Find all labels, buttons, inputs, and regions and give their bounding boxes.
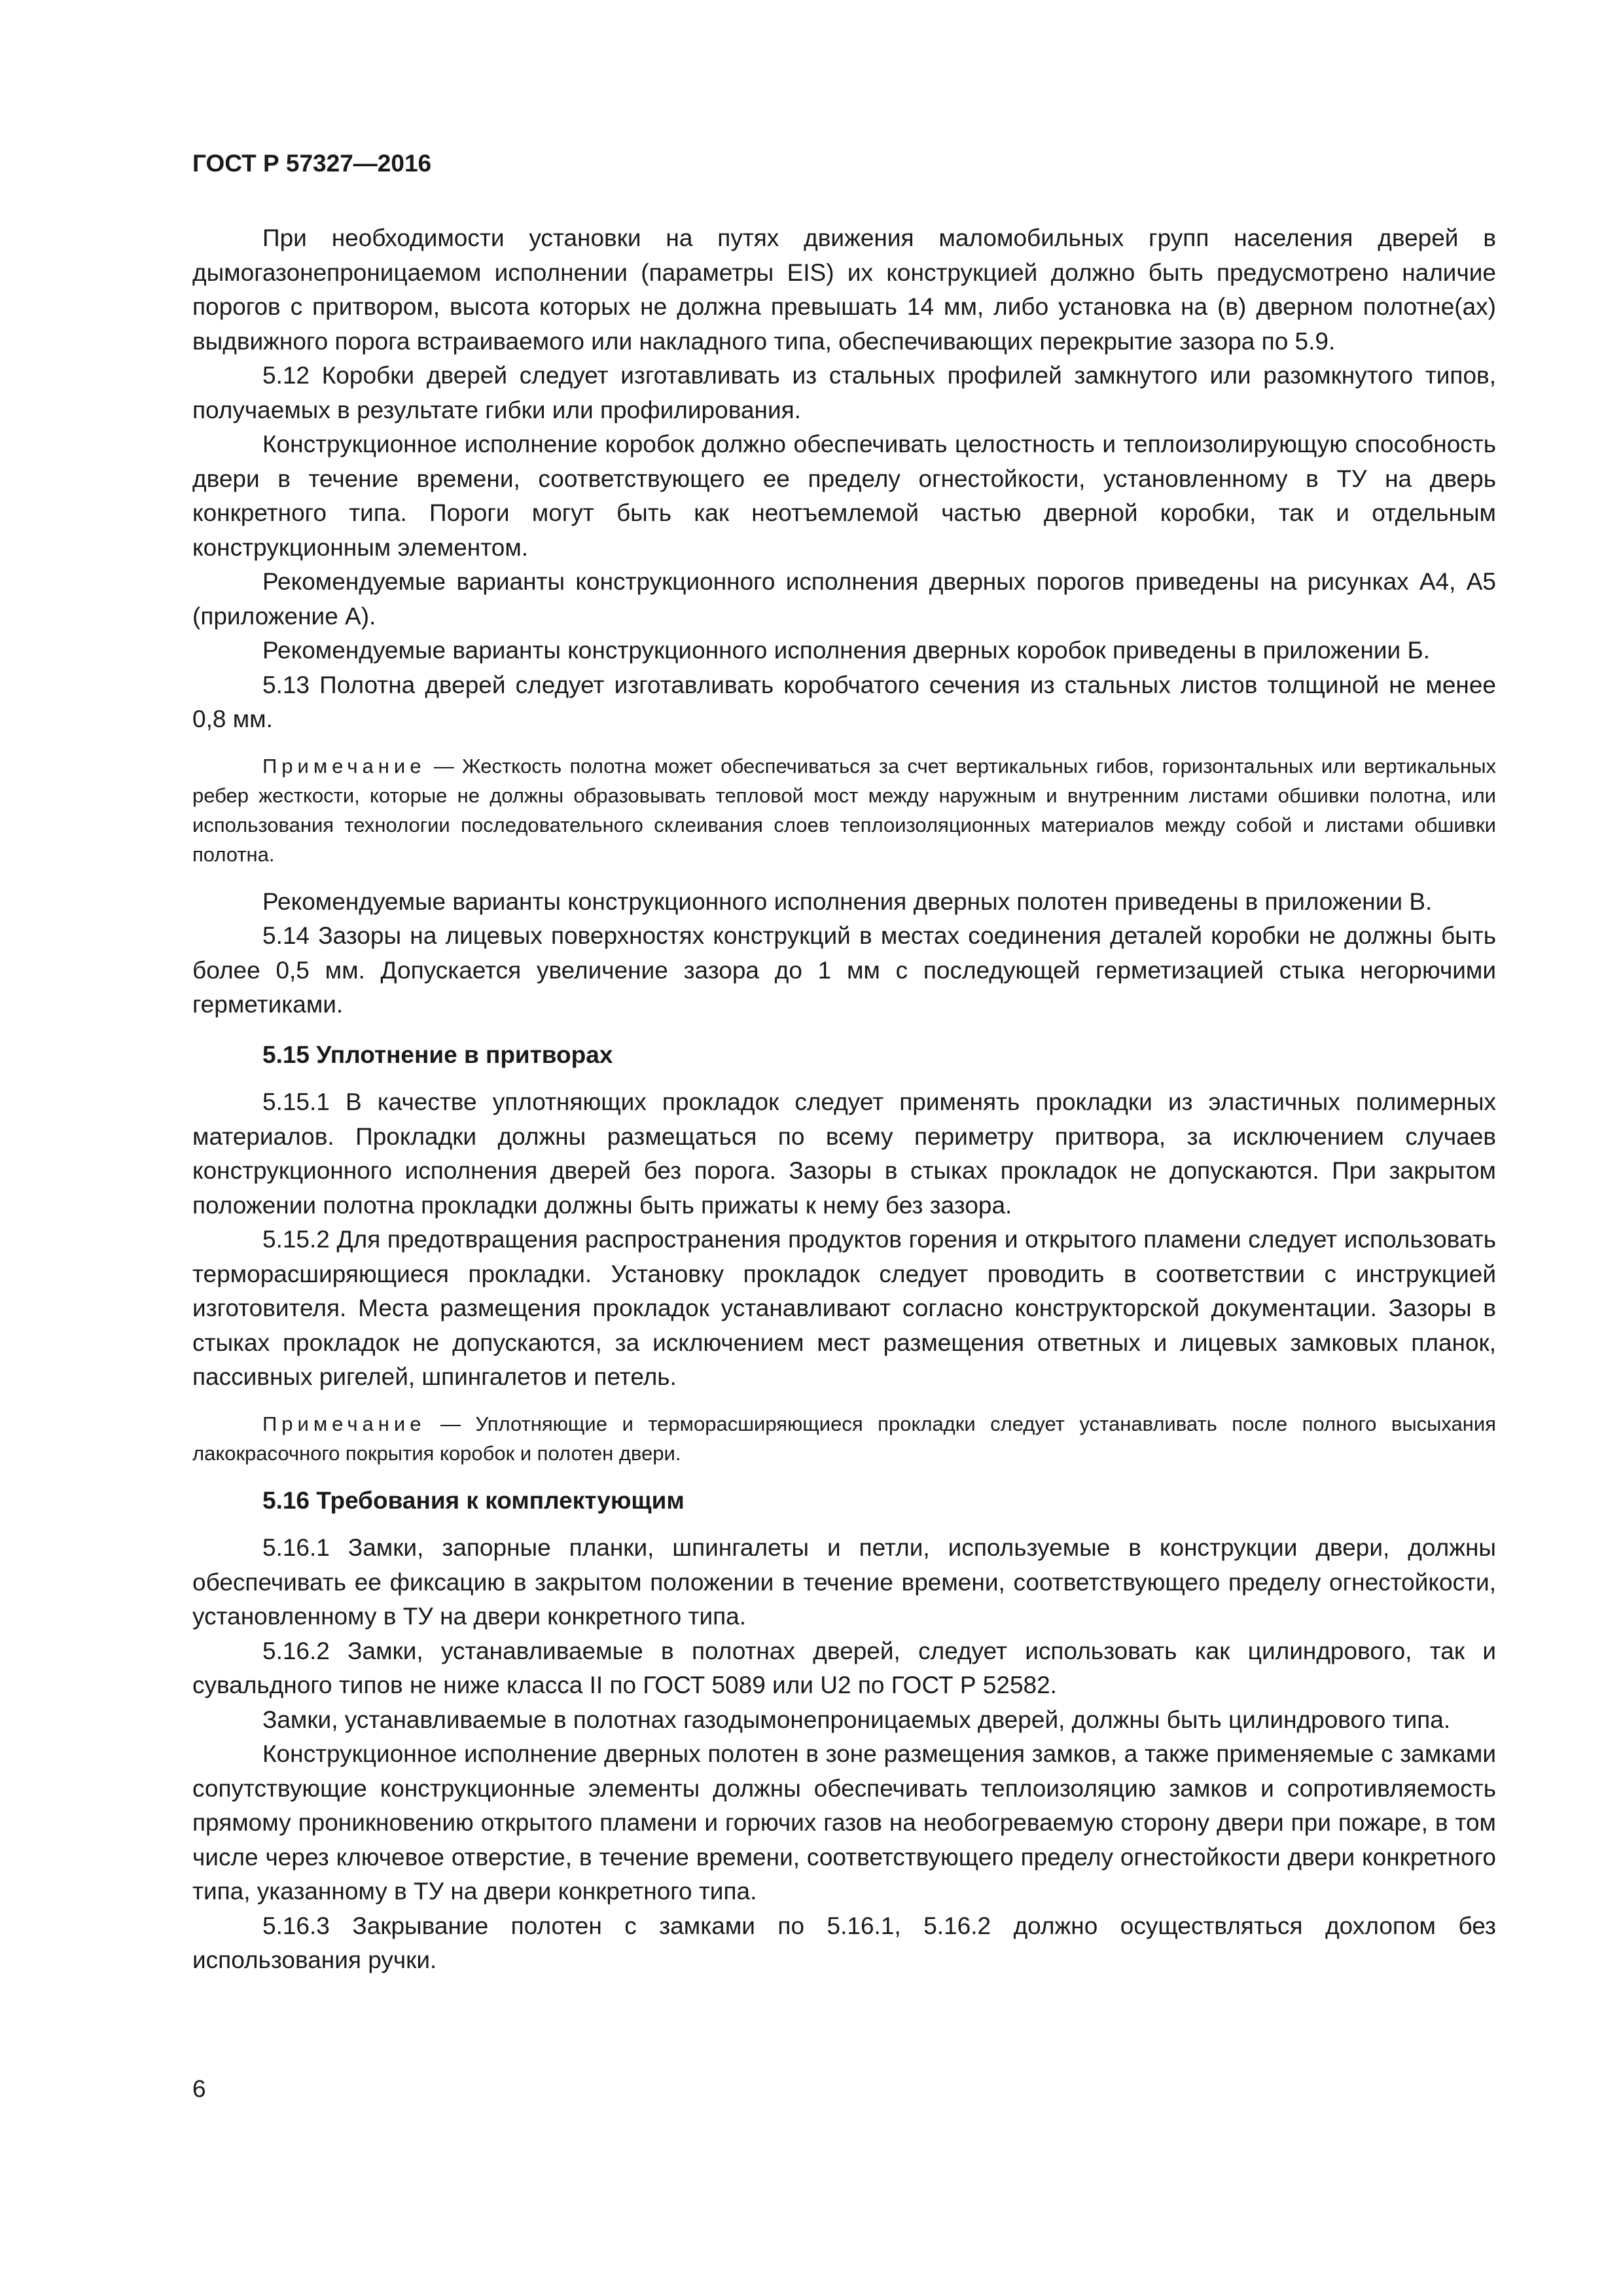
note-text: — Жесткость полотна может обеспечиваться за счет вертикальных гибов, горизонтальных или вертикальных ребер жесткости, которые не должны образовывать тепловой мост между наружным и внутренним листами обшивки полотна, или использования технологии последовательного склеивания слоев теплоизоляционных материалов между собой и листами обшивки полотна. — [192, 754, 1496, 866]
paragraph: Рекомендуемые варианты конструкционного исполнения дверных порогов приведены на рисунках А4, А5 (приложение А). — [192, 568, 1496, 630]
paragraph: Рекомендуемые варианты конструкционного исполнения дверных полотен приведены в приложении В. — [262, 888, 1433, 915]
page-number: 6 — [192, 2075, 206, 2102]
clause-5-15-1: 5.15.1 В качестве уплотняющих прокладок следует применять прокладки из эластичных полимерных материалов. Прокладки должны размещаться по всему периметру притвора, за исключением случаев конструкционного исполнения дверей без порога. Зазоры в стыках прокладок не допускаются. При закрытом положении полотна прокладки должны быть прижаты к нему без зазора. — [192, 1088, 1496, 1219]
paragraph: Конструкционное исполнение коробок должно обеспечивать целостность и теплоизолирующую способность двери в течение времени, соответствующего ее пределу огнестойкости, установленному в ТУ на дверь конкретного типа. Пороги могут быть как неотъемлемой частью дверной коробки, так и отдельным конструкционным элементом. — [192, 431, 1496, 561]
clause-5-13: 5.13 Полотна дверей следует изготавливать коробчатого сечения из стальных листов толщиной не менее 0,8 мм. — [192, 671, 1496, 732]
document-page — [192, 149, 1496, 1978]
paragraph: Замки, устанавливаемые в полотнах газодымонепроницаемых дверей, должны быть цилиндрового типа. — [262, 1706, 1451, 1733]
clause-5-15-2: 5.15.2 Для предотвращения распространения продуктов горения и открытого пламени следует использовать терморасширяющиеся прокладки. Установку прокладок следует проводить в соответствии с инструкцией изготовителя. Места размещения прокладок устанавливают согласно конструкторской документации. Зазоры в стыках прокладок не допускаются, за исключением мест размещения ответных и лицевых замковых планок, пассивных ригелей, шпингалетов и петель. — [192, 1226, 1496, 1390]
note-label: Примечание — [262, 1412, 426, 1435]
note — [192, 751, 1496, 869]
paragraph: Рекомендуемые варианты конструкционного исполнения дверных коробок приведены в приложении Б. — [262, 637, 1431, 664]
paragraph: При необходимости установки на путях движения маломобильных групп населения дверей в дымогазонепроницаемом исполнении (параметры EIS) их конструкцией должно быть предусмотрено наличие порогов с притвором, высота которых не должна превышать 14 мм, либо установка на (в) дверном полотне(ах) выдвижного порога встраиваемого или накладного типа, обеспечивающих перекрытие зазора по 5.9. — [192, 224, 1496, 355]
clause-5-16-1: 5.16.1 Замки, запорные планки, шпингалеты и петли, используемые в конструкции двери, должны обеспечивать ее фиксацию в закрытом положении в течение времени, соответствующего пределу огнестойкости, установленному в ТУ на двери конкретного типа. — [192, 1534, 1496, 1630]
section-heading-5-15: 5.15 Уплотнение в притворах — [262, 1041, 613, 1068]
note — [192, 1409, 1496, 1468]
note-text: — Уплотняющие и терморасширяющиеся прокладки следует устанавливать после полного высыхания лакокрасочного покрытия коробок и полотен двери. — [192, 1412, 1496, 1465]
clause-5-12: 5.12 Коробки дверей следует изготавливать из стальных профилей замкнутого или разомкнутого типов, получаемых в результате гибки или профилирования. — [192, 362, 1496, 423]
note-label: Примечание — [262, 754, 426, 778]
section-heading-5-16: 5.16 Требования к комплектующим — [262, 1486, 685, 1514]
paragraph: Конструкционное исполнение дверных полотен в зоне размещения замков, а также применяемые с замками сопутствующие конструкционные элементы должны обеспечивать теплоизоляцию замков и сопротивляемость прямому проникновению открытого пламени и горючих газов на необогреваемую сторону двери при пожаре, в том числе через ключевое отверстие, в течение времени, соответствующего пределу огнестойкости двери конкретного типа, указанному в ТУ на двери конкретного типа. — [192, 1740, 1496, 1905]
clause-5-16-2: 5.16.2 Замки, устанавливаемые в полотнах дверей, следует использовать как цилиндрового, так и сувальдного типов не ниже класса II по ГОСТ 5089 или U2 по ГОСТ Р 52582. — [192, 1637, 1496, 1698]
clause-5-14: 5.14 Зазоры на лицевых поверхностях конструкций в местах соединения деталей коробки не должны быть более 0,5 мм. Допускается увеличение зазора до 1 мм с последующей герметизацией стыка негорючими герметиками. — [192, 922, 1496, 1018]
clause-5-16-3: 5.16.3 Закрывание полотен с замками по 5.16.1, 5.16.2 должно осуществляться дохлопом без использования ручки. — [192, 1912, 1496, 1973]
document-designation: ГОСТ Р 57327—2016 — [192, 150, 432, 177]
